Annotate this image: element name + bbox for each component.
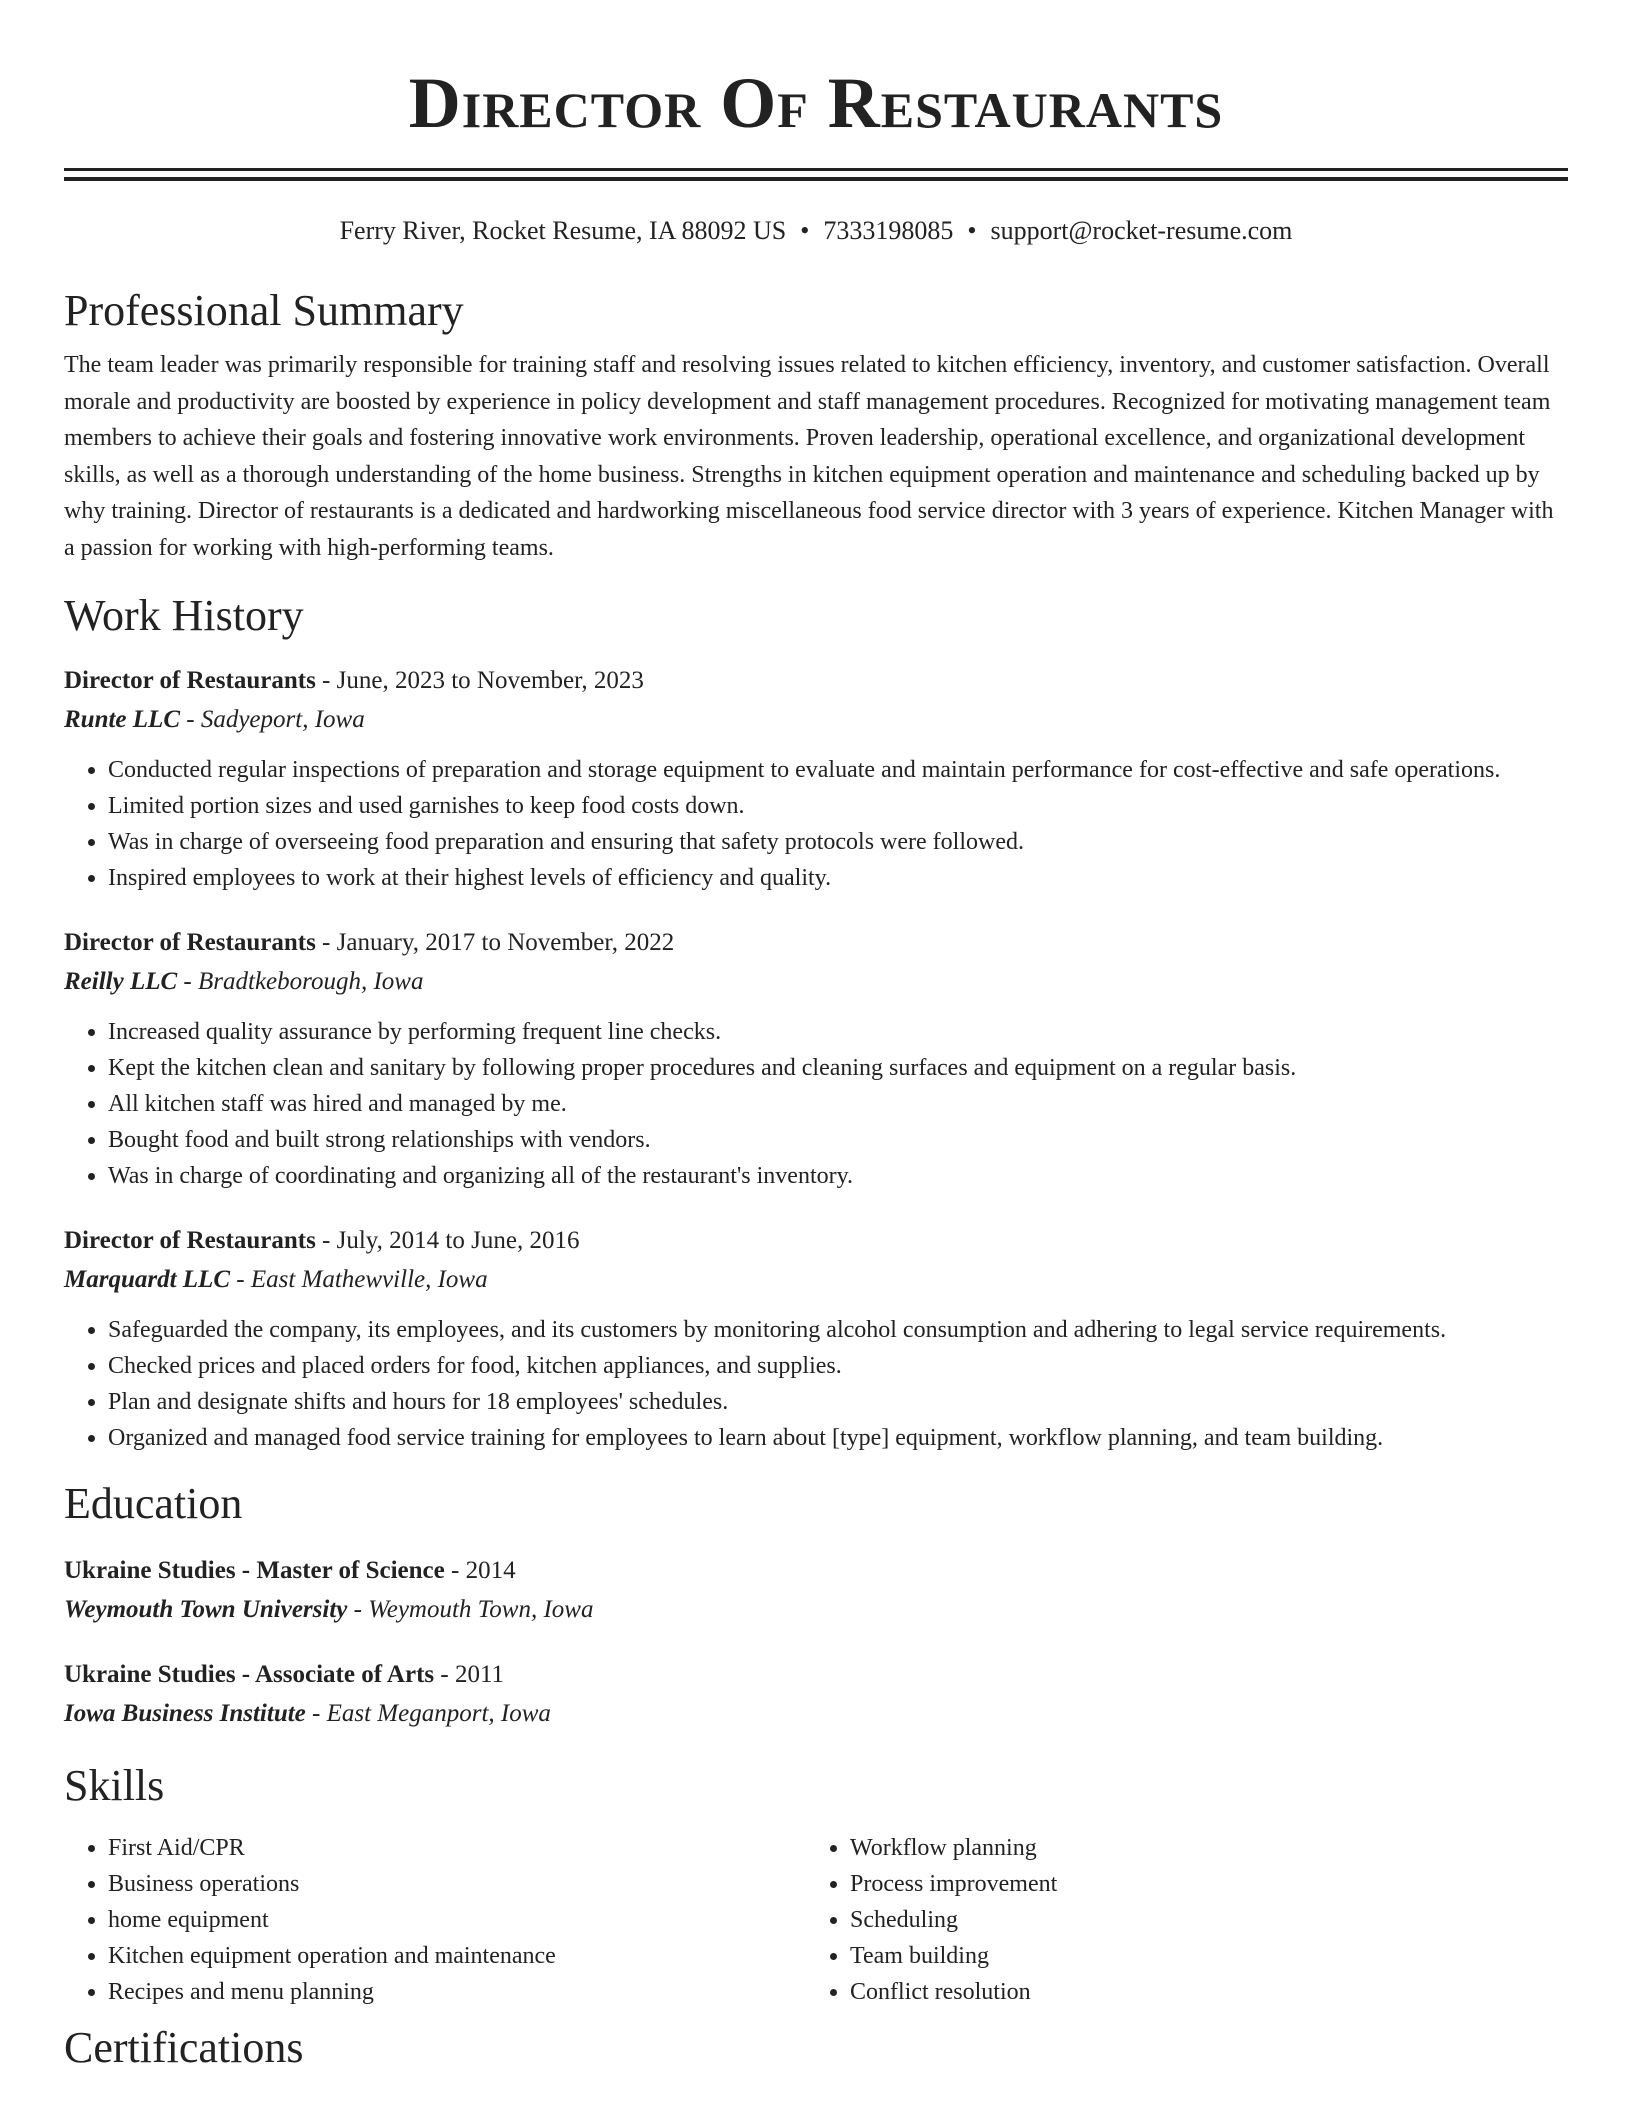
job-role: Director of Restaurants [64, 667, 316, 694]
job-company: Marquardt LLC [64, 1266, 231, 1293]
job-company: Reilly LLC [64, 968, 178, 995]
contact-address: Ferry River, Rocket Resume, IA 88092 US [339, 216, 787, 245]
job-employer [64, 1260, 1568, 1300]
job-entry [64, 662, 1568, 896]
skills-column-2 [806, 1830, 1550, 2010]
job-entry [64, 1222, 1568, 1456]
job-location: Bradtkeborough, Iowa [198, 968, 424, 995]
education-dash: - [444, 1557, 466, 1584]
skill-item: • Kitchen equipment operation and maintenance [108, 1938, 806, 1974]
education-entry [64, 1656, 1568, 1734]
title-rule-top [64, 168, 1568, 171]
job-dates: January, 2017 to November, 2022 [336, 929, 675, 956]
job-bullet: • Bought food and built strong relationships with vendors. [108, 1122, 1568, 1158]
education-degree-line [64, 1656, 1568, 1694]
job-bullet: • Was in charge of overseeing food preparation and ensuring that safety protocols were followed. [108, 824, 1568, 860]
job-bullet: • Inspired employees to work at their highest levels of efficiency and quality. [108, 860, 1568, 896]
education-school: Iowa Business Institute [64, 1700, 306, 1727]
job-bullet: • Organized and managed food service training for employees to learn about [type] equipment, workflow planning, and team building. [108, 1420, 1568, 1456]
job-bullet: • Was in charge of coordinating and organizing all of the restaurant's inventory. [108, 1158, 1568, 1194]
job-dates: July, 2014 to June, 2016 [336, 1227, 580, 1254]
job-company: Runte LLC [64, 706, 180, 733]
job-header [64, 662, 1568, 700]
job-employer [64, 700, 1568, 740]
education-school-line [64, 1590, 1568, 1630]
job-bullets [64, 752, 1568, 896]
job-dash: - [315, 929, 337, 956]
education-dash: - [434, 1661, 455, 1688]
education-heading: Education [64, 1479, 243, 1528]
job-bullet: • Increased quality assurance by performing frequent line checks. [108, 1014, 1568, 1050]
education-school-line [64, 1694, 1568, 1734]
job-employer [64, 962, 1568, 1002]
contact-phone: 7333198085 [823, 216, 954, 245]
resume-page [64, 0, 1568, 2074]
job-bullet: • Checked prices and placed orders for food, kitchen appliances, and supplies. [108, 1348, 1568, 1384]
skill-item: • home equipment [108, 1902, 806, 1938]
education-school: Weymouth Town University [64, 1596, 348, 1623]
skill-item: • Scheduling [850, 1902, 1550, 1938]
skills-heading: Skills [64, 1761, 165, 1810]
job-bullet: • Kept the kitchen clean and sanitary by following proper procedures and cleaning surfaces and equipment on a regular basis. [108, 1050, 1568, 1086]
contact-line [64, 215, 1568, 247]
resume-title: Director Of Restaurants [408, 63, 1224, 143]
education-year: 2014 [465, 1557, 516, 1584]
contact-email: support@rocket-resume.com [990, 216, 1293, 245]
job-location: East Mathewville, Iowa [250, 1266, 488, 1293]
job-bullets [64, 1014, 1568, 1194]
job-role: Director of Restaurants [64, 1227, 316, 1254]
skill-item: • Business operations [108, 1866, 806, 1902]
job-bullet: • Limited portion sizes and used garnishes to keep food costs down. [108, 788, 1568, 824]
skills-column-1 [64, 1830, 806, 2010]
contact-separator: • [800, 216, 810, 245]
job-dash: - [230, 1266, 251, 1293]
education-location: Weymouth Town, Iowa [368, 1596, 594, 1623]
education-degree-line [64, 1552, 1568, 1590]
job-dash: - [177, 968, 198, 995]
education-dash: - [347, 1596, 369, 1623]
skill-item: • Recipes and menu planning [108, 1974, 806, 2010]
job-header [64, 1222, 1568, 1260]
job-dates: June, 2023 to November, 2023 [336, 667, 644, 694]
title-rule-bottom [64, 177, 1568, 181]
skill-item: • Conflict resolution [850, 1974, 1550, 2010]
skill-item: • Team building [850, 1938, 1550, 1974]
job-location: Sadyeport, Iowa [200, 706, 365, 733]
skill-item: • Workflow planning [850, 1830, 1550, 1866]
education-location: East Meganport, Iowa [326, 1700, 551, 1727]
job-entry [64, 924, 1568, 1194]
contact-separator: • [967, 216, 977, 245]
job-role: Director of Restaurants [64, 929, 316, 956]
job-bullet: • Conducted regular inspections of preparation and storage equipment to evaluate and maintain performance for cost-effective and safe operations. [108, 752, 1568, 788]
work-history-heading: Work History [64, 591, 304, 640]
education-entry [64, 1552, 1568, 1630]
summary-heading: Professional Summary [64, 286, 464, 335]
skill-item: • First Aid/CPR [108, 1830, 806, 1866]
skills-list [64, 1830, 1568, 2010]
education-year: 2011 [454, 1661, 505, 1688]
job-bullet: • All kitchen staff was hired and managed by me. [108, 1086, 1568, 1122]
certifications-heading: Certifications [64, 2023, 304, 2072]
skill-item: • Process improvement [850, 1866, 1550, 1902]
job-bullet: • Plan and designate shifts and hours for 18 employees' schedules. [108, 1384, 1568, 1420]
title-double-rule [64, 168, 1568, 181]
job-dash: - [315, 667, 337, 694]
job-dash: - [315, 1227, 337, 1254]
job-bullets [64, 1312, 1568, 1456]
job-bullet: • Safeguarded the company, its employees, and its customers by monitoring alcohol consumption and adhering to legal service requirements. [108, 1312, 1568, 1348]
education-degree: Ukraine Studies - Master of Science [64, 1557, 445, 1584]
summary-text: The team leader was primarily responsible for training staff and resolving issues related to kitchen efficiency, inventory, and customer satisfaction. Overall morale and productivity are boosted by experience in policy development and staff management procedures. Recognized for motivating management team members to achieve their goals and fostering innovative work environments. Proven leadership, operational excellence, and organizational development skills, as well as a thorough understanding of the home business. Strengths in kitchen equipment operation and maintenance and scheduling backed up by why training. Director of restaurants is a dedicated and hardworking miscellaneous food service director with 3 years of experience. Kitchen Manager with a passion for working with high-performing teams. [64, 352, 1554, 561]
education-degree: Ukraine Studies - Associate of Arts [64, 1661, 435, 1688]
job-dash: - [180, 706, 201, 733]
education-dash: - [305, 1700, 327, 1727]
job-header [64, 924, 1568, 962]
